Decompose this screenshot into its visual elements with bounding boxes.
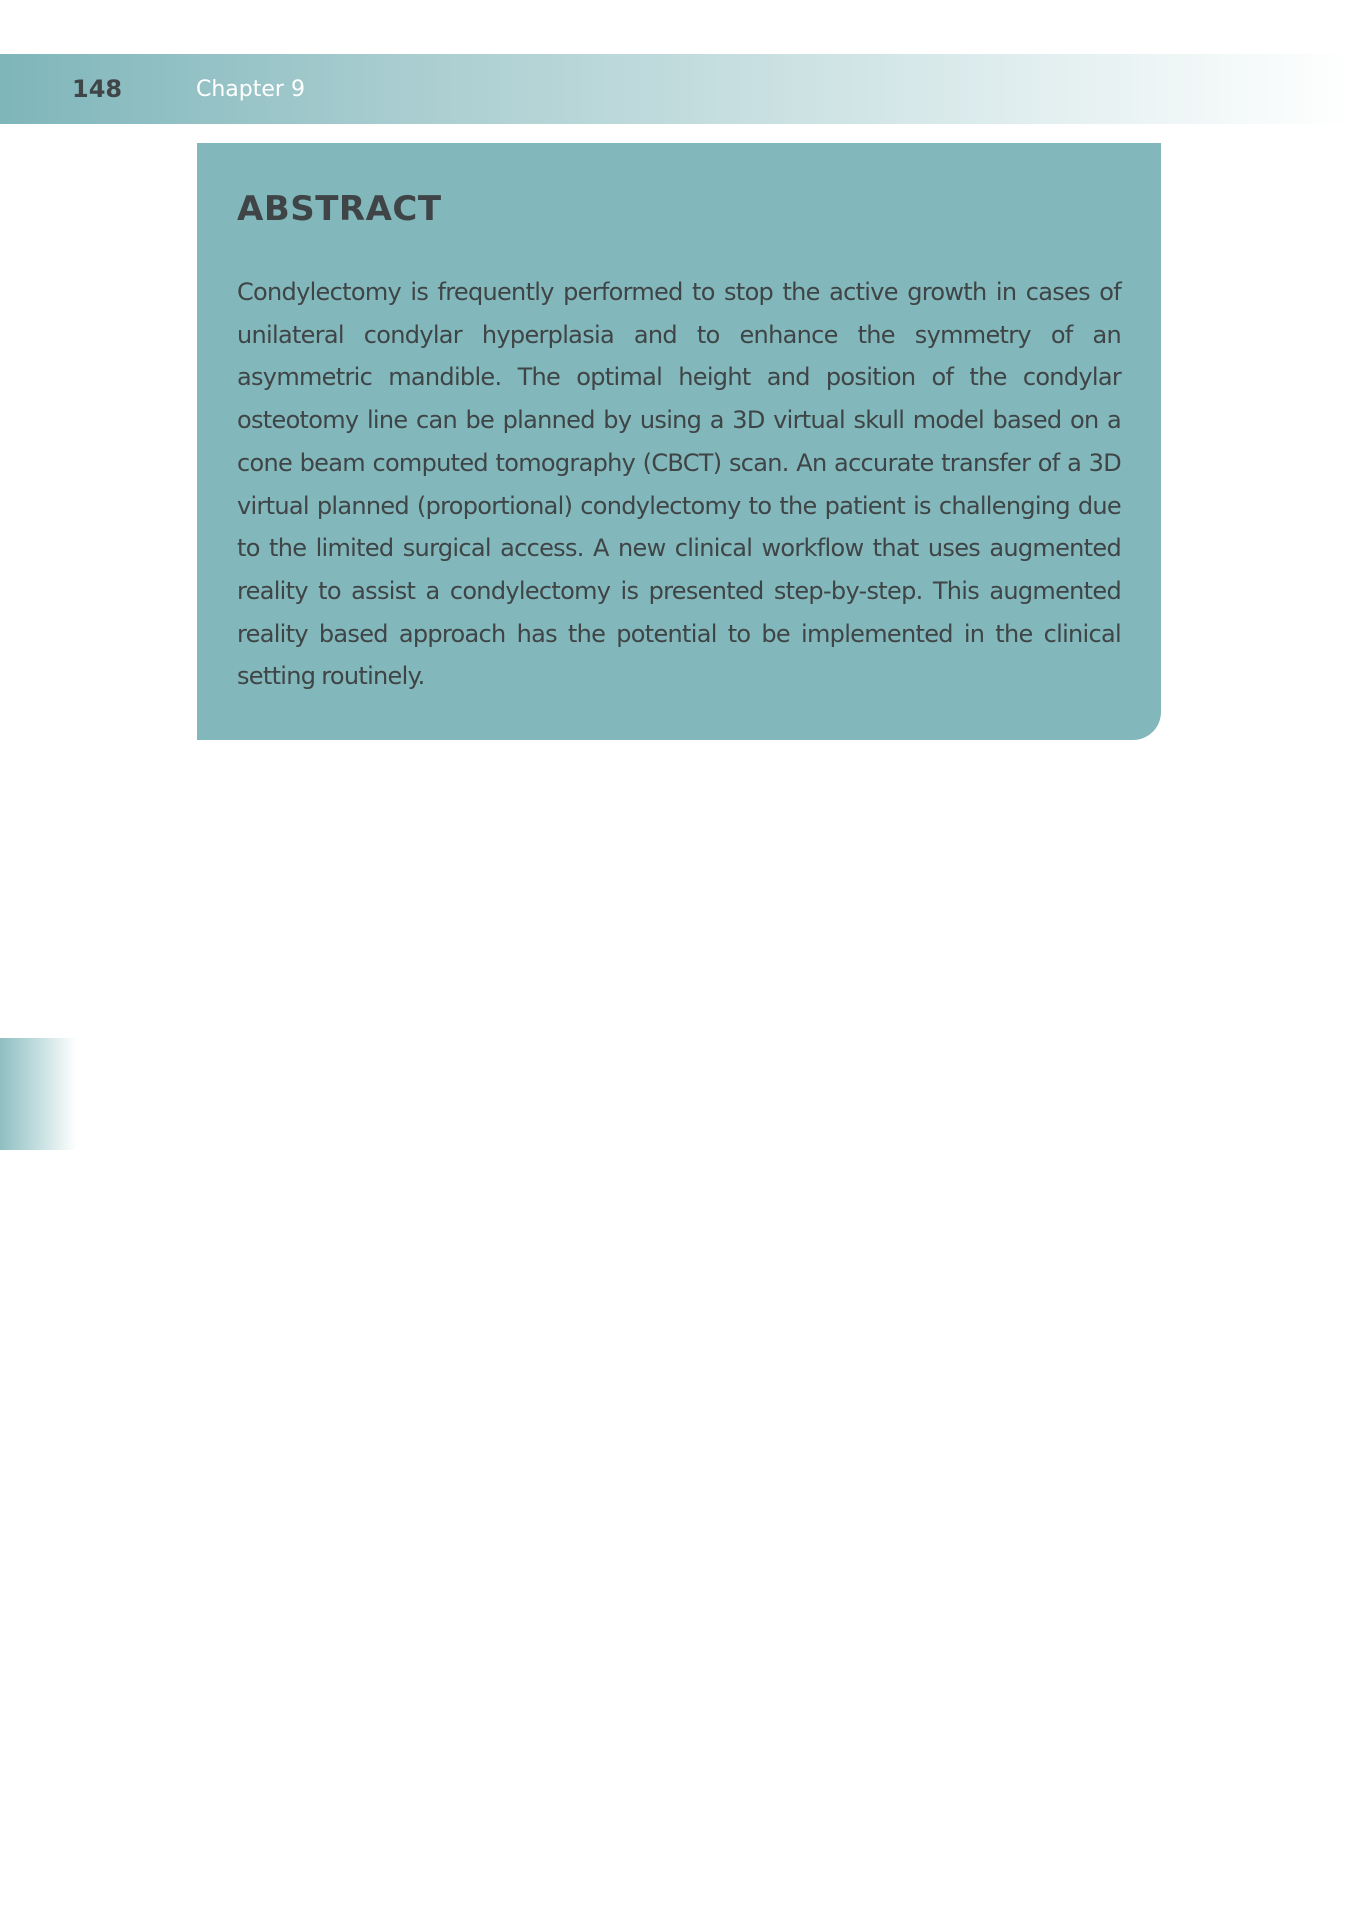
page-number: 148 — [72, 75, 123, 103]
abstract-box — [197, 143, 1161, 740]
abstract-heading: ABSTRACT — [237, 189, 442, 229]
chapter-side-tab — [0, 1038, 76, 1150]
chapter-label: Chapter 9 — [196, 77, 305, 102]
abstract-body: Condylectomy is frequently performed to stop the active growth in cases of unilateral condylar hyperplasia and to enhance the symmetry of an asymmetric mandible. The optimal height and position of the condylar osteotomy line can be planned by using a 3D virtual skull model based on a cone beam computed tomography (CBCT) scan. An accurate transfer of a 3D virtual planned (proportional) condylectomy to the patient is challenging due to the limited surgical access. A new clinical workflow that uses augmented reality to assist a condylectomy is presented step-by-step. This augmented reality based approach has the potential to be implemented in the clinical setting routinely. — [237, 278, 1121, 691]
